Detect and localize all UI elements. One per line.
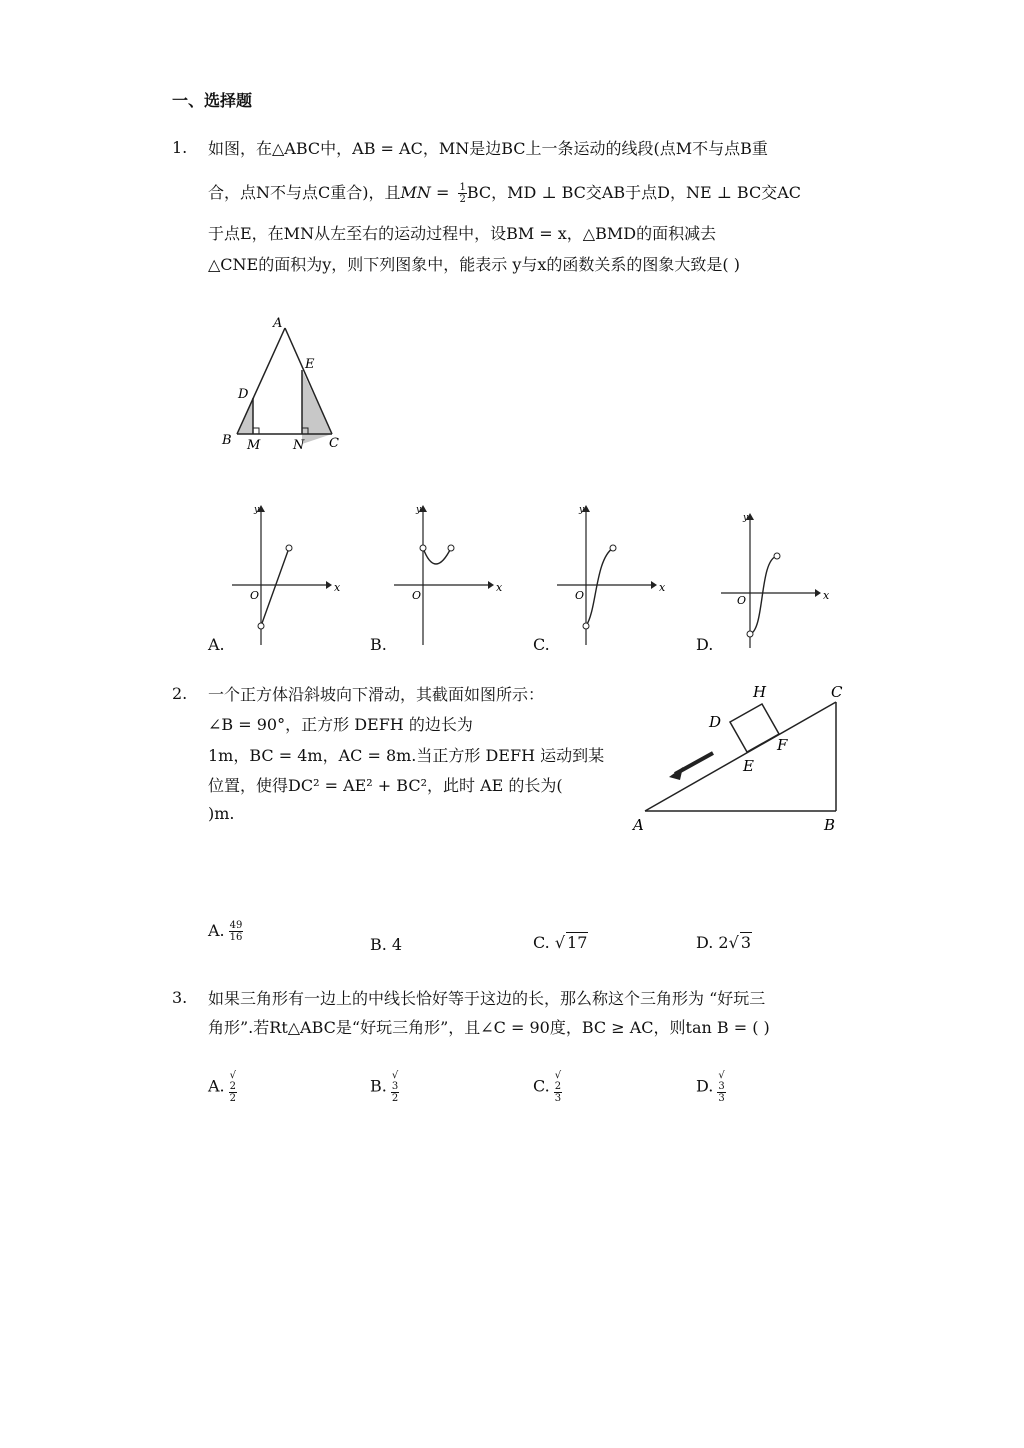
question-3-line-2: 角形”.若Rt△ABC是“好玩三角形”，且∠C = 90度，BC ≥ AC，则tan B = ( ) [208,1018,770,1037]
question-3-line-1: 如果三角形有一边上的中线长恰好等于这边的长，那么称这个三角形为 “好玩三 [208,989,766,1008]
label-b: B [222,433,232,448]
shaded-triangle-cne [302,370,332,444]
question-1-line-1: 如图，在△ABC中，AB = AC，MN是边BC上一条运动的线段(点M不与点B重 [208,139,768,158]
q2-option-a[interactable]: A. $\frac{49}{16}$ [208,920,243,943]
question-2-line-2: ∠B = 90°，正方形 DEFH 的边长为 [208,715,473,734]
svg-text:H: H [753,683,767,701]
label-c: C [329,436,339,451]
graph-c-curve [586,548,613,626]
svg-text:O: O [250,589,260,602]
q2-option-b[interactable]: B. 4 [370,935,403,954]
question-1-number: 1. [172,138,188,157]
q2-option-c[interactable]: C. √ 17 [533,933,588,952]
svg-text:O: O [575,589,585,602]
question-2-line-1: 一个正方体沿斜坡向下滑动，其截面如图所示： [208,685,545,704]
question-2-line-3: 1m，BC = 4m，AC = 8m.当正方形 DEFH 运动到某 [208,746,605,765]
label-n: N [293,438,305,453]
graph-option-a [228,500,348,650]
q3-option-c[interactable]: C. √ 2 3 [533,1070,562,1104]
question-1-mn: MN = [400,183,455,202]
graph-option-b [390,500,510,650]
question-2-number: 2. [172,684,188,703]
question-3-number: 3. [172,988,188,1007]
svg-text:A: A [633,816,644,834]
svg-text:x: x [659,581,666,594]
question-2-line-5: )m. [208,804,235,823]
svg-text:E: E [743,757,754,775]
svg-text:x: x [334,581,341,594]
square-defh [730,704,779,752]
q1-option-b[interactable]: B. [370,635,387,654]
svg-text:y: y [579,505,585,515]
q2-option-d[interactable]: D. 2√ 3 [696,933,751,952]
question-1-line-2c: BC，MD ⊥ BC交AB于点D，NE ⊥ BC交AC [466,183,802,202]
question-1-line-3: 于点E，在MN从左至右的运动过程中，设BM = x，△BMD的面积减去 [208,224,717,243]
svg-text:y: y [416,505,422,515]
question-1-triangle-figure [215,312,350,457]
q1-option-d[interactable]: D. [696,635,714,654]
q3-option-d[interactable]: D. √ 3 3 [696,1070,725,1104]
question-2-line-4: 位置，使得DC² = AE² + BC²，此时 AE 的长为( [208,776,563,795]
label-m: M [247,438,261,453]
motion-arrow-head [669,767,683,780]
section-title: 一、选择题 [172,91,253,110]
svg-text:B: B [824,816,836,834]
svg-text:O: O [412,589,422,602]
question-2-slope-figure [625,680,855,840]
right-angle-m [253,428,259,434]
svg-text:F: F [777,736,788,754]
question-1-line-2 [208,180,801,205]
question-1-line-2a: 合，点N不与点C重合)，且 [208,183,401,202]
svg-text:C: C [831,683,843,701]
q3-option-a[interactable]: A. √ 2 2 [208,1070,237,1104]
svg-text:x: x [823,589,830,602]
q1-option-c[interactable]: C. [533,635,550,654]
svg-text:y: y [254,505,260,515]
label-e: E [305,357,315,372]
graph-d-curve [750,556,777,634]
graph-option-c [553,500,673,650]
graph-option-d [717,508,837,658]
question-1-line-4: △CNE的面积为y，则下列图象中，能表示 y与x的函数关系的图象大致是( ) [208,255,740,274]
q1-option-a[interactable]: A. [208,635,225,654]
question-1-fraction: $\frac{1}{2}$ [459,182,466,205]
label-a: A [273,316,283,331]
graph-a-curve [261,548,289,626]
svg-text:O: O [737,594,747,607]
side-ab [237,328,285,434]
svg-text:x: x [496,581,503,594]
label-d: D [238,387,249,402]
svg-text:D: D [709,713,722,731]
svg-text:y: y [743,513,749,523]
q3-option-b[interactable]: B. √ 3 2 [370,1070,399,1104]
graph-b-curve [423,548,451,564]
side-ac-slope [645,702,836,811]
